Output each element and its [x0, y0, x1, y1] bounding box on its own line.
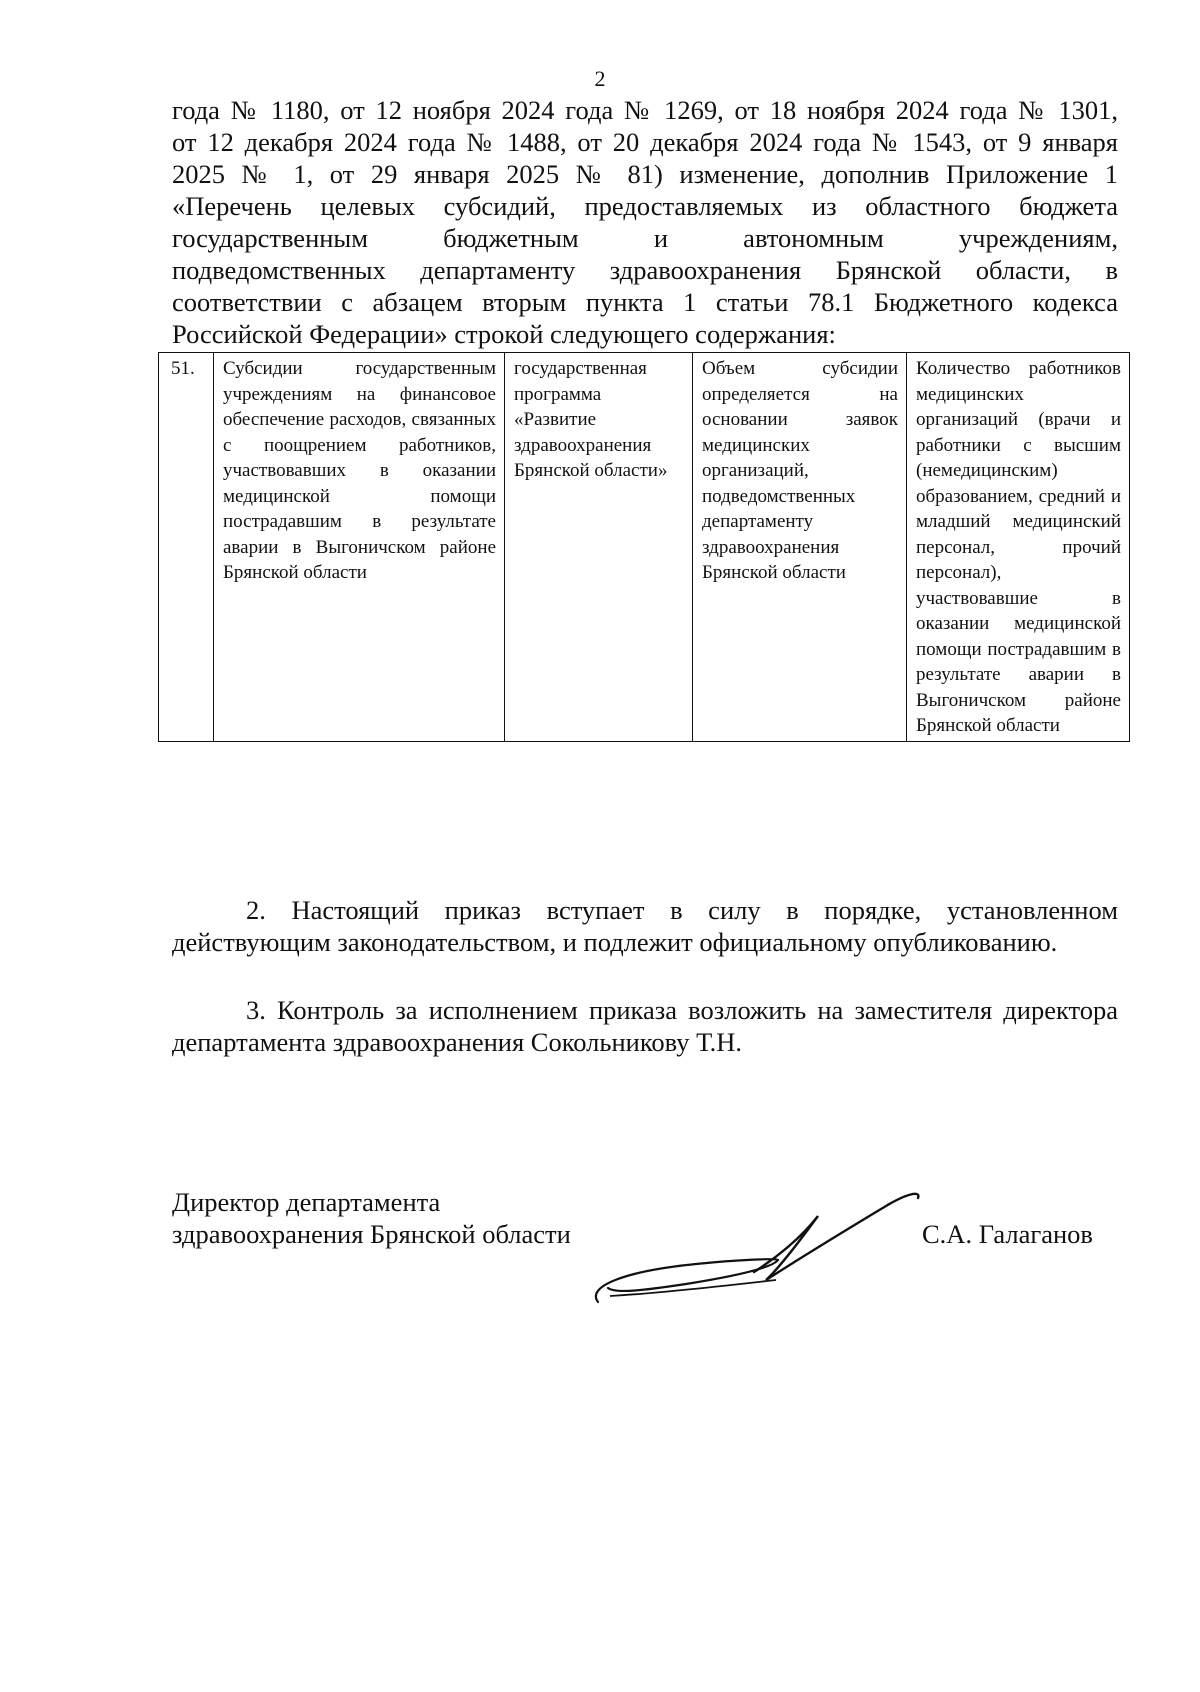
signer-name: С.А. Галаганов: [922, 1219, 1093, 1249]
paragraph-3: [172, 994, 1118, 1058]
paragraph-2-text: 2. Настоящий приказ вступает в силу в порядке, установленном действующим законодательством, и подлежит официальному опубликованию.: [172, 895, 1118, 957]
paragraph-3-text: 3. Контроль за исполнением приказа возложить на заместителя директора департамента здравоохранения Сокольникову Т.Н.: [172, 995, 1118, 1057]
intro-line: соответствии с абзацем вторым пункта 1 статьи 78.1 Бюджетного кодекса: [172, 287, 1118, 317]
intro-line: государственным бюджетным и автономным учреждениям,: [172, 223, 1118, 253]
subsidy-volume: Объем субсидии определяется на основании заявок медицинских организаций, подведомственных департаменту здравоохранения Брянской области: [693, 353, 907, 742]
row-number: 51.: [159, 353, 214, 742]
subsidy-table: [158, 352, 1130, 742]
page-number: 2: [594, 66, 606, 91]
intro-line: 2025 № 1, от 29 января 2025 № 81) изменение, дополнив Приложение 1: [172, 159, 1118, 189]
signer-position: [172, 1186, 571, 1250]
signer-position-line2: здравоохранения Брянской области: [172, 1219, 571, 1249]
recipients-quantity: Количество работников медицинских организаций (врачи и работники с высшим (немедицинским) образованием, средний и младший медицинский персонал, прочий персонал), участвовавшие в оказании медицинской помощи пострадавшим в результате аварии в Выгоничском районе Брянской области: [907, 353, 1130, 742]
intro-line: подведомственных департаменту здравоохранения Брянской области, в: [172, 255, 1118, 285]
intro-line: Российской Федерации» строкой следующего содержания:: [172, 319, 836, 349]
paragraph-2: [172, 894, 1118, 958]
table-row: [159, 353, 1130, 742]
intro-line: года № 1180, от 12 ноября 2024 года № 1269, от 18 ноября 2024 года № 1301,: [172, 95, 1118, 125]
intro-line: от 12 декабря 2024 года № 1488, от 20 декабря 2024 года № 1543, от 9 января: [172, 127, 1118, 157]
program-name: государственная программа «Развитие здравоохранения Брянской области»: [505, 353, 693, 742]
signer-position-line1: Директор департамента: [172, 1187, 441, 1217]
subsidy-name: Субсидии государственным учреждениям на финансовое обеспечение расходов, связанных с поощрением работников, участвовавших в оказании медицинской помощи пострадавшим в результате аварии в Выгоничском районе Брянской области: [214, 353, 505, 742]
intro-line: «Перечень целевых субсидий, предоставляемых из областного бюджета: [172, 191, 1118, 221]
handwritten-signature-icon: [586, 1176, 936, 1306]
intro-paragraph: [172, 94, 1118, 350]
